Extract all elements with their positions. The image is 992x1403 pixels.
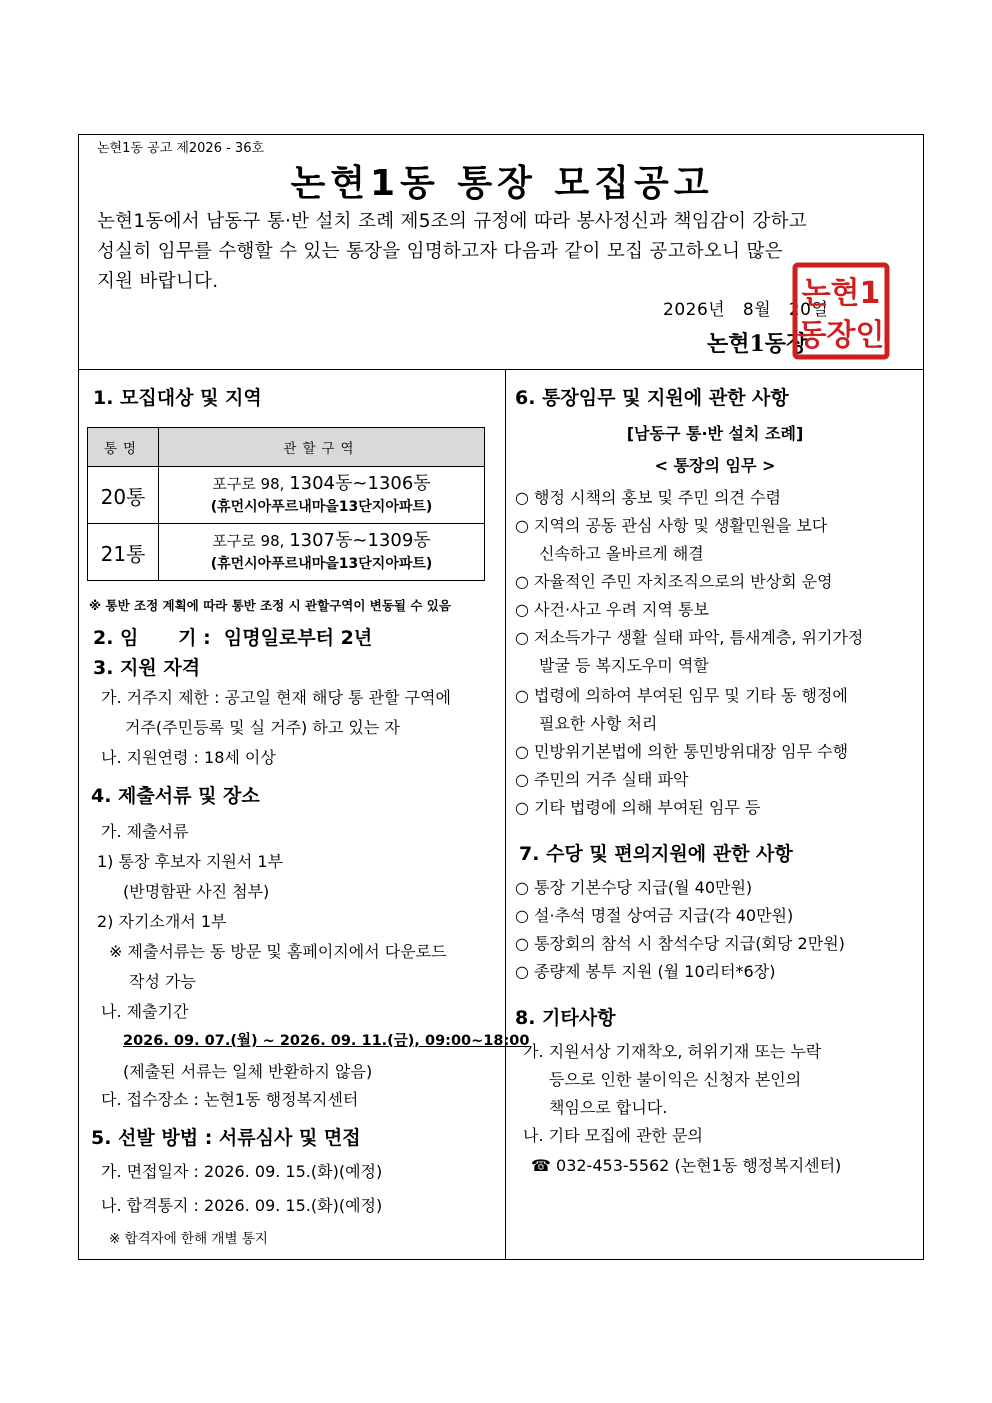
list-item: ○ 지역의 공동 관심 사항 및 생활민원을 보다 bbox=[515, 516, 828, 535]
section-title: 2. 임 기 : 임명일로부터 2년 bbox=[93, 627, 373, 649]
list-item: ○ 행정 시책의 홍보 및 주민 의견 수렴 bbox=[515, 488, 781, 507]
area-address-prefix: 포구로 98, bbox=[212, 474, 290, 493]
text-line: ※ 합격자에 한해 개별 통지 bbox=[109, 1231, 268, 1247]
text-line: 가. 제출서류 bbox=[101, 822, 189, 841]
table-header: 관할구역 bbox=[159, 428, 485, 467]
text-line: 거주(주민등록 및 실 거주) 하고 있는 자 bbox=[125, 718, 400, 737]
ordinance-title: [남동구 통·반 설치 조례] bbox=[626, 424, 804, 443]
intro-line: 성실히 임무를 수행할 수 있는 통장을 임명하고자 다음과 같이 모집 공고하오니 많은 bbox=[97, 241, 783, 262]
text-line: ※ 제출서류는 동 방문 및 홈페이지에서 다운로드 bbox=[109, 942, 447, 961]
list-item: ○ 설·추석 명절 상여금 지급(각 40만원) bbox=[515, 906, 794, 925]
table-header-row bbox=[88, 428, 485, 467]
area-table bbox=[87, 427, 485, 581]
tong-area bbox=[159, 524, 485, 581]
contact-phone: ☎ 032-453-5562 (논현1동 행정복지센터) bbox=[531, 1156, 842, 1175]
text-line: (제출된 서류는 일체 반환하지 않음) bbox=[123, 1062, 373, 1081]
text-line: 나. 제출기간 bbox=[101, 1002, 189, 1021]
section-title: 3. 지원 자격 bbox=[93, 657, 201, 679]
text-line: 등으로 인한 불이익은 신청자 본인의 bbox=[549, 1070, 802, 1089]
page-title: 논현1동 통장 모집공고 bbox=[290, 163, 714, 204]
area-address-prefix: 포구로 98, bbox=[212, 531, 290, 550]
section-title: 1. 모집대상 및 지역 bbox=[93, 387, 262, 409]
text-line: (반명함판 사진 첨부) bbox=[123, 882, 270, 901]
intro-line: 논현1동에서 남동구 통·반 설치 조례 제5조의 규정에 따라 봉사정신과 책임감이 강하고 bbox=[97, 211, 807, 232]
section-title: 7. 수당 및 편의지원에 관한 사항 bbox=[519, 843, 793, 865]
column-divider bbox=[505, 369, 506, 1259]
list-item: ○ 종량제 봉투 지원 (월 10리터*6장) bbox=[515, 962, 776, 981]
text-line: 가. 지원서상 기재착오, 허위기재 또는 누락 bbox=[523, 1042, 822, 1061]
notice-date: 2026년 8월 20일 bbox=[663, 300, 829, 320]
tong-number: 20통 bbox=[88, 467, 159, 524]
signer: 논현1동장 bbox=[707, 331, 808, 357]
notice-frame bbox=[78, 134, 924, 1260]
official-seal-icon bbox=[791, 261, 891, 361]
text-line: 가. 거주지 제한 : 공고일 현재 해당 통 관할 구역에 bbox=[101, 688, 451, 707]
section-title: 6. 통장임무 및 지원에 관한 사항 bbox=[515, 387, 789, 409]
text-line: 1) 통장 후보자 지원서 1부 bbox=[97, 852, 284, 871]
header-divider bbox=[79, 369, 923, 370]
text-line: 작성 가능 bbox=[129, 972, 196, 991]
list-item: ○ 저소득가구 생활 실태 파악, 틈새계층, 위기가정 bbox=[515, 628, 864, 647]
section-title: 8. 기타사항 bbox=[515, 1007, 616, 1029]
area-address-main: 1307동~1309동 bbox=[289, 529, 431, 551]
table-row bbox=[88, 467, 485, 524]
list-item: 신속하고 올바르게 해결 bbox=[539, 544, 704, 563]
list-item: ○ 기타 법령에 의해 부여된 임무 등 bbox=[515, 798, 761, 817]
text-line: 나. 지원연령 : 18세 이상 bbox=[101, 748, 276, 767]
notice-number: 논현1동 공고 제2026 - 36호 bbox=[97, 141, 265, 156]
submission-period: 2026. 09. 07.(월) ~ 2026. 09. 11.(금), 09:00~18:00 bbox=[123, 1033, 530, 1049]
intro-paragraph bbox=[97, 207, 907, 297]
tong-area bbox=[159, 467, 485, 524]
area-address-sub: (휴먼시아푸르내마을13단지아파트) bbox=[210, 498, 433, 515]
section-title: 4. 제출서류 및 장소 bbox=[91, 785, 260, 807]
text-line: 2) 자기소개서 1부 bbox=[97, 912, 227, 931]
list-item: ○ 주민의 거주 실태 파악 bbox=[515, 770, 689, 789]
seal-text-top: 논현1 bbox=[801, 276, 881, 311]
text-line: 나. 기타 모집에 관한 문의 bbox=[523, 1126, 703, 1145]
text-line: 책임으로 합니다. bbox=[549, 1098, 668, 1117]
list-item: 필요한 사항 처리 bbox=[539, 714, 658, 733]
list-item: ○ 자율적인 주민 자치조직으로의 반상회 운영 bbox=[515, 572, 833, 591]
table-header: 통명 bbox=[88, 428, 159, 467]
duties-title: < 통장의 임무 > bbox=[654, 456, 776, 475]
text-line: 나. 합격통지 : 2026. 09. 15.(화)(예정) bbox=[101, 1196, 383, 1215]
area-address-main: 1304동~1306동 bbox=[289, 472, 431, 494]
text-line: 다. 접수장소 : 논현1동 행정복지센터 bbox=[101, 1090, 359, 1109]
tong-number: 21통 bbox=[88, 524, 159, 581]
list-item: ○ 민방위기본법에 의한 통민방위대장 임무 수행 bbox=[515, 742, 849, 761]
list-item: 발굴 등 복지도우미 역할 bbox=[539, 656, 709, 675]
list-item: ○ 통장회의 참석 시 참석수당 지급(회당 2만원) bbox=[515, 934, 845, 953]
text-line: 가. 면접일자 : 2026. 09. 15.(화)(예정) bbox=[101, 1162, 383, 1181]
list-item: ○ 법령에 의하여 부여된 임무 및 기타 동 행정에 bbox=[515, 686, 848, 705]
area-address-sub: (휴먼시아푸르내마을13단지아파트) bbox=[210, 555, 433, 572]
table-note: ※ 통반 조정 계획에 따라 통반 조정 시 관할구역이 변동될 수 있음 bbox=[89, 598, 451, 613]
section-title: 5. 선발 방법 : 서류심사 및 면접 bbox=[91, 1127, 361, 1149]
table-row bbox=[88, 524, 485, 581]
list-item: ○ 사건·사고 우려 지역 통보 bbox=[515, 600, 709, 619]
intro-line: 지원 바랍니다. bbox=[97, 271, 219, 292]
list-item: ○ 통장 기본수당 지급(월 40만원) bbox=[515, 878, 753, 897]
seal-text-bottom: 동장인 bbox=[797, 318, 885, 353]
